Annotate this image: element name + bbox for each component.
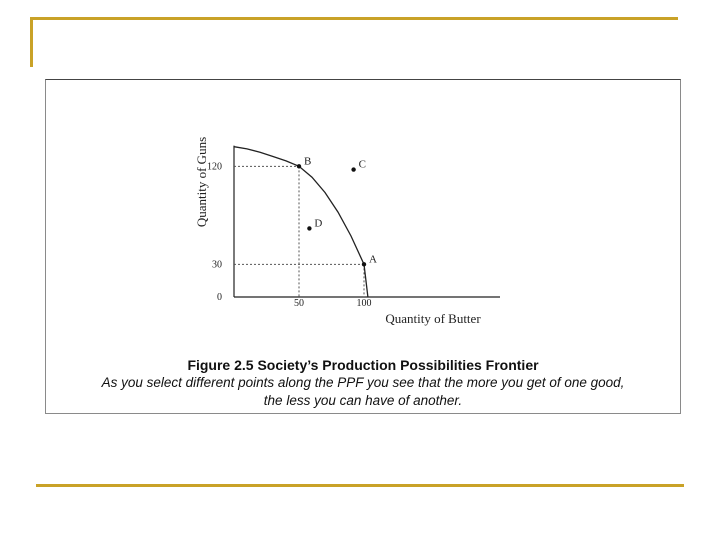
point-c xyxy=(351,167,355,171)
y-tick-120: 120 xyxy=(207,161,222,173)
caption-line-2: the less you can have of another. xyxy=(263,393,463,408)
point-label-c: C xyxy=(358,158,366,171)
point-d xyxy=(307,226,311,230)
point-label-a: A xyxy=(369,253,377,266)
point-label-d: D xyxy=(314,217,323,230)
figure-title: Figure 2.5 Society’s Production Possibilities Frontier xyxy=(187,357,539,373)
x-tick-100: 100 xyxy=(356,298,372,309)
y-tick-0: 0 xyxy=(217,292,222,303)
point-label-b: B xyxy=(304,155,312,168)
x-tick-50: 50 xyxy=(294,298,304,309)
point-b xyxy=(297,164,301,168)
tick-labels xyxy=(207,158,372,309)
point-a xyxy=(362,262,366,266)
ppf-curve xyxy=(234,147,368,297)
y-tick-30: 30 xyxy=(212,259,222,271)
guide-lines xyxy=(234,166,364,297)
x-axis-label: Quantity of Butter xyxy=(385,311,481,326)
caption-line-1: As you select different points along the PPF you see that the more you get of one good, xyxy=(101,375,625,390)
y-axis-label: Quantity of Guns xyxy=(194,136,209,228)
figure-caption xyxy=(45,356,681,410)
